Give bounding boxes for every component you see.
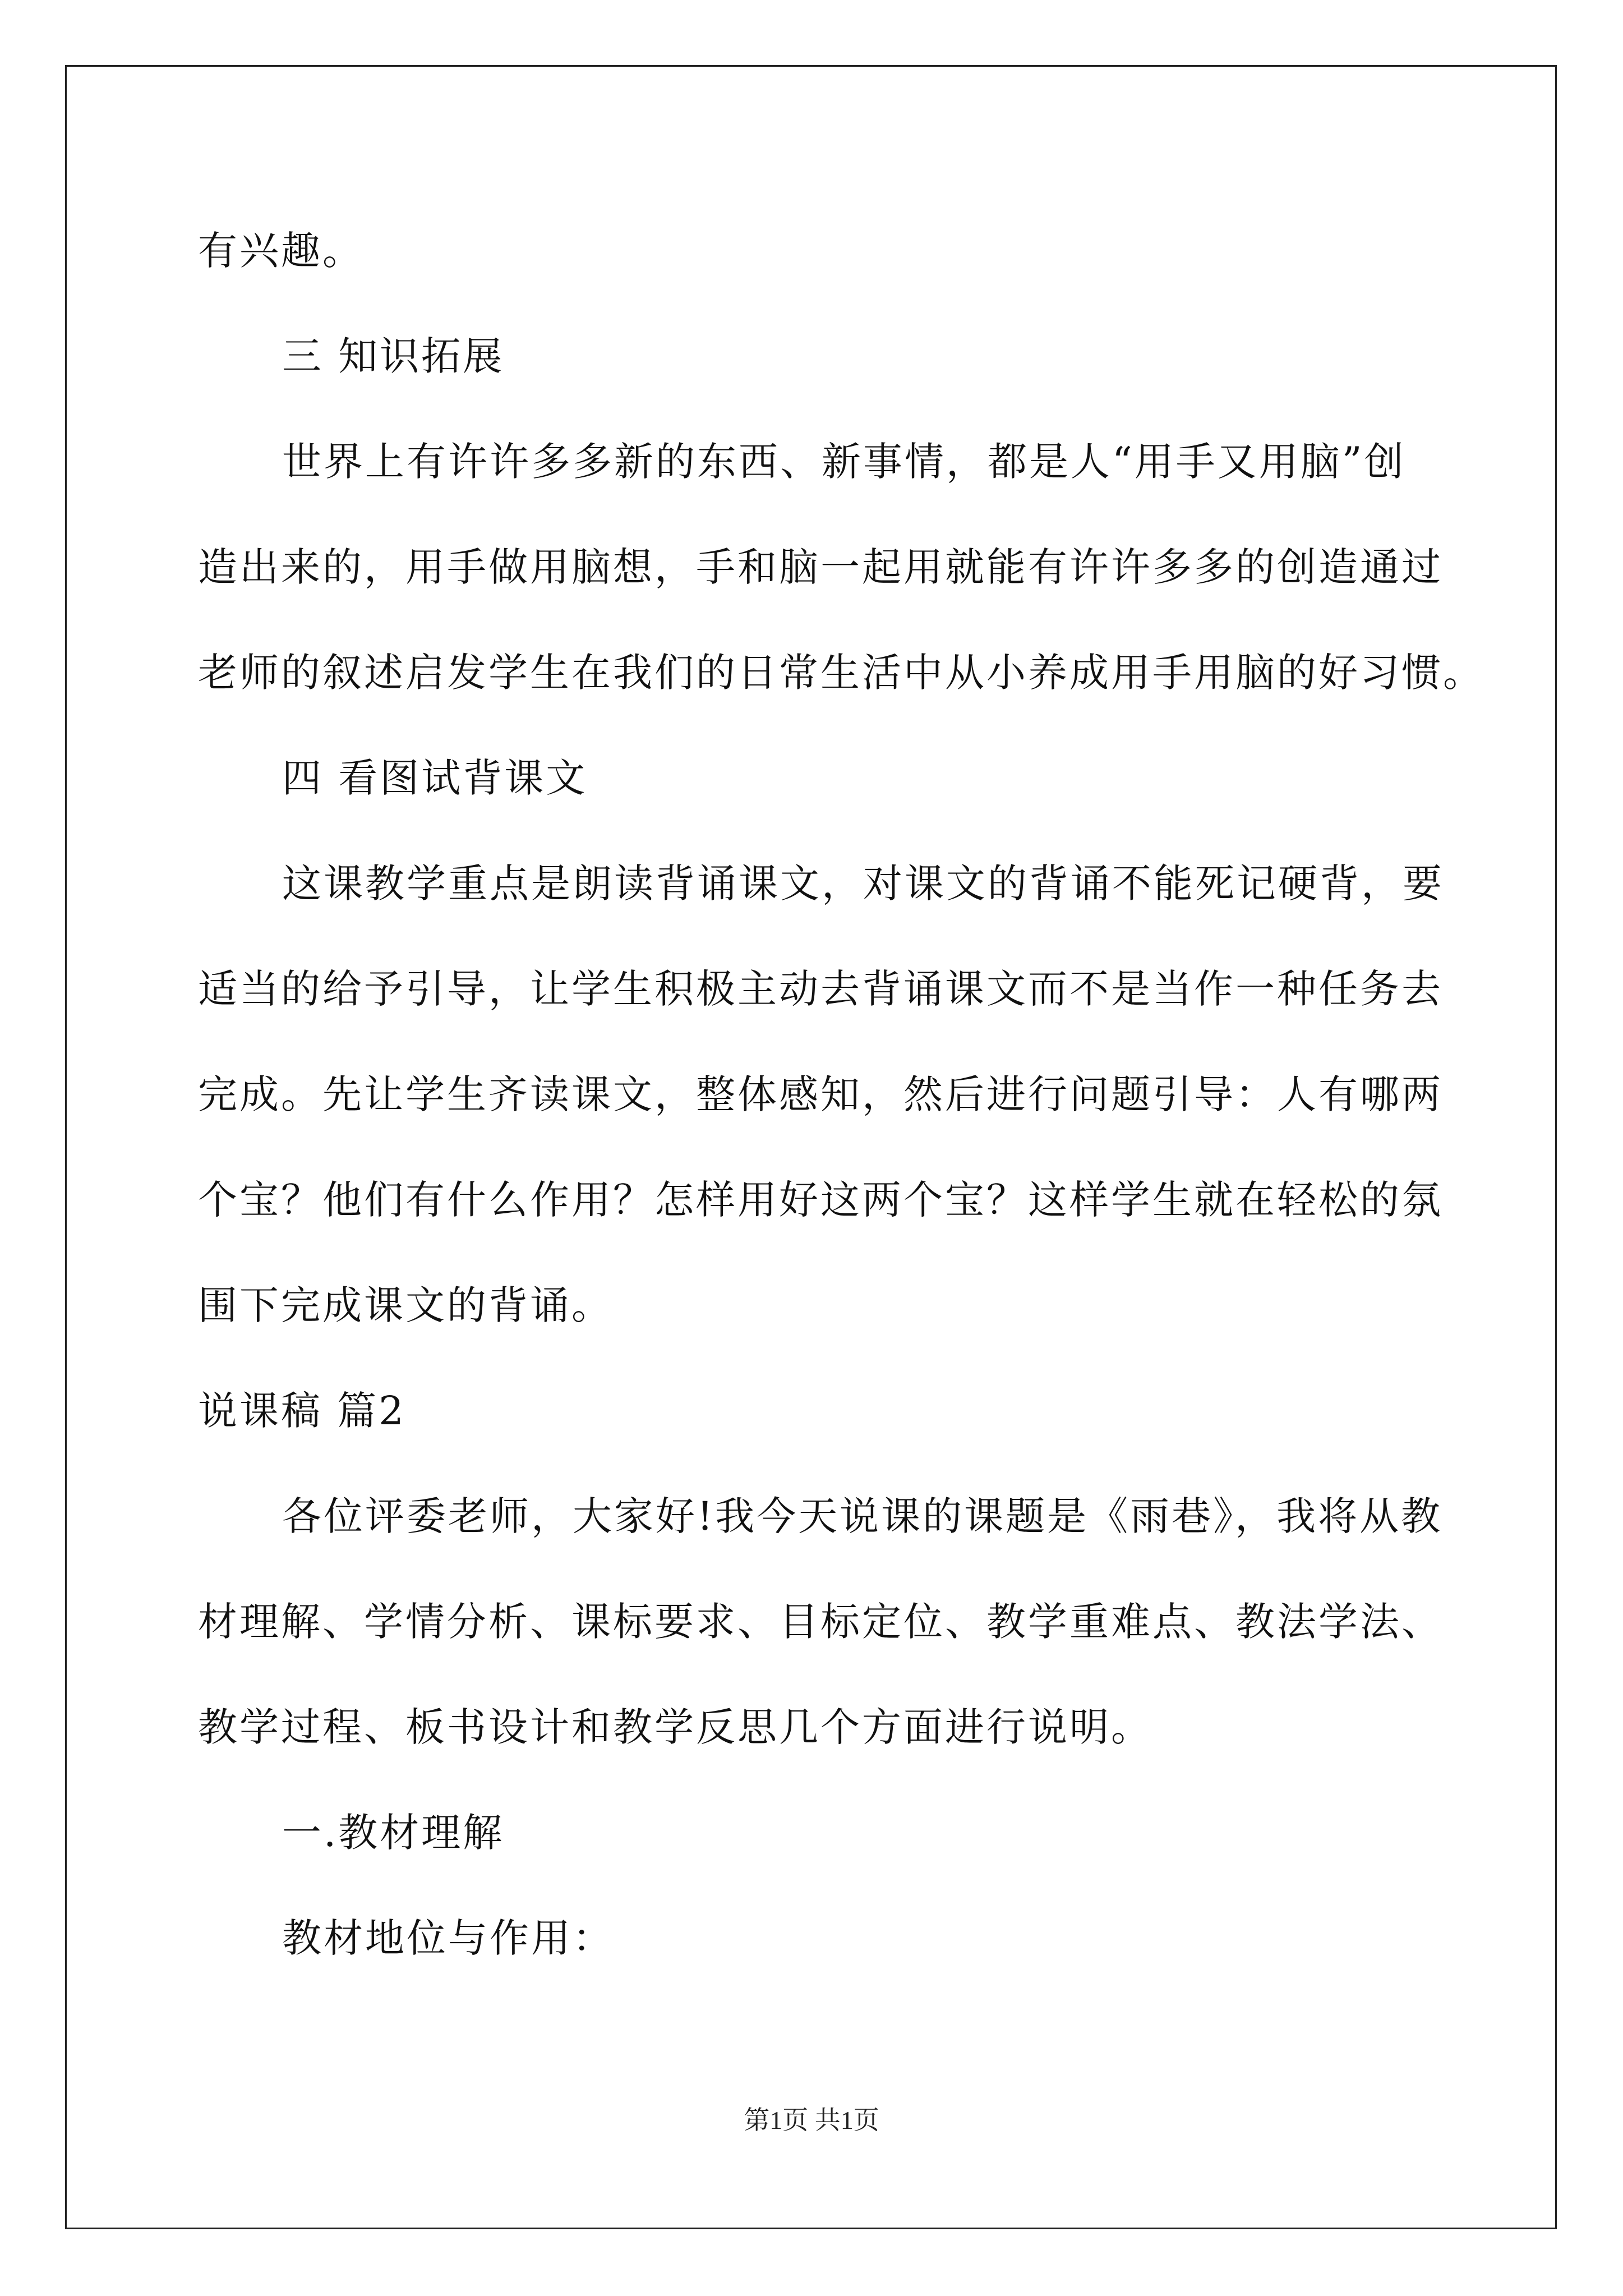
text-line: 教学过程、板书设计和教学反思几个方面进行说明。 [198,1704,1152,1750]
article-title: 说课稿 篇2 [198,1388,406,1434]
section-heading-recite: 四 看图试背课文 [282,755,588,801]
page-footer: 第1页 共1页 [744,2106,879,2134]
section-heading-textbook: 一.教材理解 [282,1810,505,1856]
text-line: 材理解、学情分析、课标要求、目标定位、教学重难点、教法学法、 [198,1599,1443,1645]
page-border [65,65,1557,2229]
text-line: 适当的给予引导，让学生积极主动去背诵课文而不是当作一种任务去 [198,966,1443,1012]
text-line: 完成。先让学生齐读课文，整体感知，然后进行问题引导：人有哪两 [198,1071,1443,1117]
text-line: 世界上有许许多多新的东西、新事情，都是人“用手又用脑”创 [282,439,1406,485]
section-heading-knowledge-extension: 三 知识拓展 [282,333,505,379]
text-line: 造出来的，用手做用脑想，手和脑一起用就能有许许多多的创造通过 [198,544,1443,590]
text-line: 教材地位与作用： [282,1915,614,1961]
text-line: 有兴趣。 [198,228,364,274]
text-line: 围下完成课文的背诵。 [198,1282,613,1328]
text-line: 老师的叙述启发学生在我们的日常生活中从小养成用手用脑的好习惯。 [198,650,1484,696]
text-line: 个宝？他们有什么作用？怎样用好这两个宝？这样学生就在轻松的氛 [198,1177,1443,1223]
text-line: 各位评委老师，大家好!我今天说课的课题是《雨巷》，我将从教 [282,1493,1443,1539]
text-line: 这课教学重点是朗读背诵课文，对课文的背诵不能死记硬背，要 [282,861,1444,907]
